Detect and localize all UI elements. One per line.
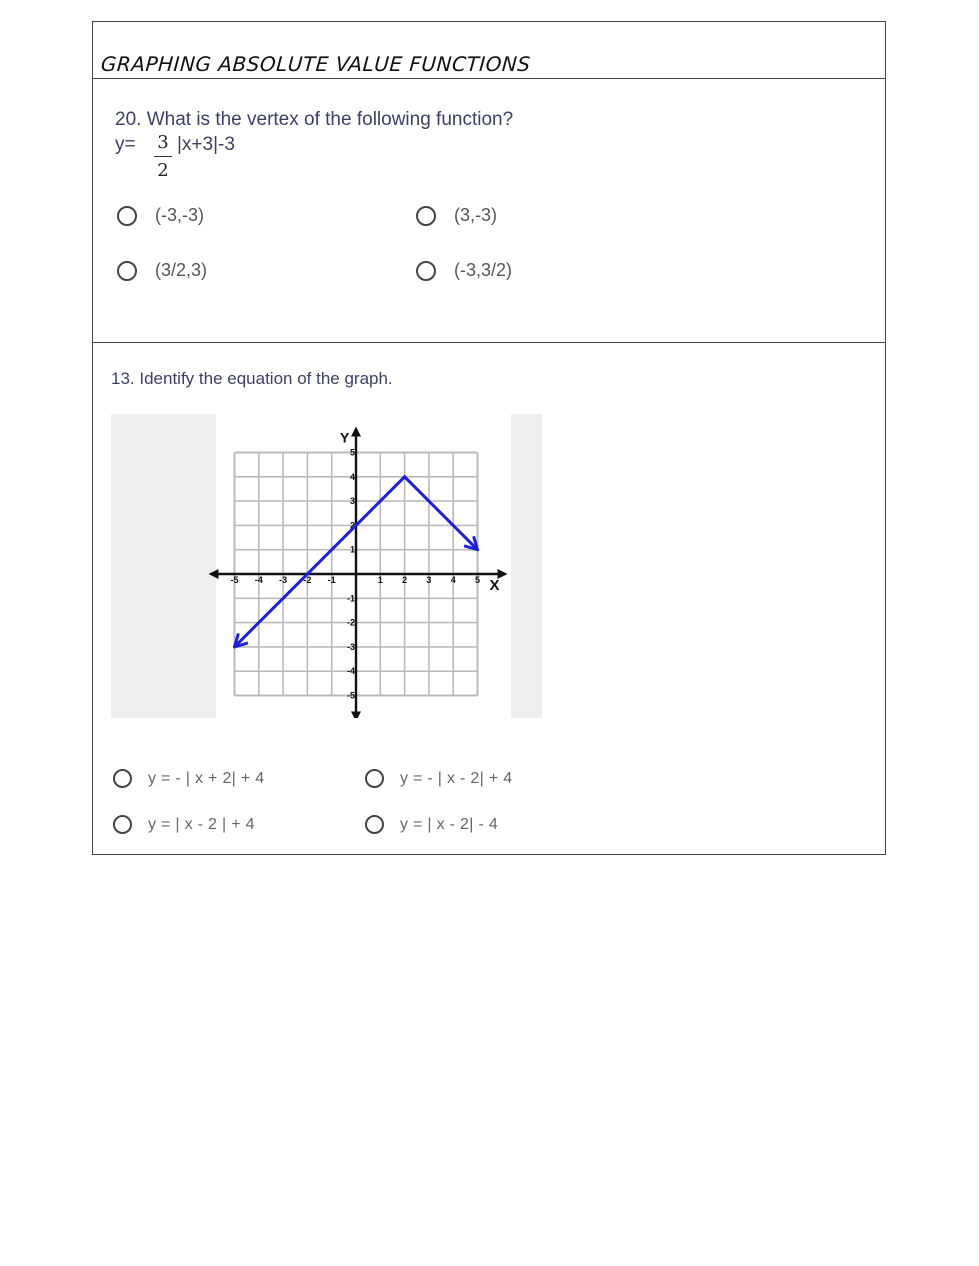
q13-option-d[interactable] [365,815,498,834]
y-tick-label: -1 [346,593,355,604]
radio-button[interactable] [113,769,132,788]
graph-point [476,548,479,551]
q20-option-c[interactable] [117,260,207,281]
option-label: y = - | x + 2| + 4 [148,769,265,787]
option-label: (-3,-3) [155,205,204,225]
radio-button[interactable] [365,769,384,788]
question-20-text: 20. What is the vertex of the following function? [115,109,514,130]
x-axis-label: X [489,577,500,594]
q13-option-a[interactable] [113,769,264,788]
question-13-text: 13. Identify the equation of the graph. [111,369,393,388]
graph-point [233,645,236,648]
q13-option-c[interactable] [113,815,255,834]
option-label: y = | x - 2| - 4 [400,815,499,833]
option-label: (3/2,3) [155,260,208,280]
radio-button[interactable] [117,206,137,226]
x-tick-label: 1 [377,575,383,585]
option-label: y = | x - 2 | + 4 [148,815,255,833]
radio-button[interactable] [113,815,132,834]
y-tick-label: 3 [349,496,355,507]
radio-button[interactable] [117,261,137,281]
graph-point [403,475,406,478]
x-tick-label: -1 [327,575,336,585]
title-row [93,22,885,79]
fraction [153,132,173,181]
x-tick-label: 4 [450,575,456,585]
y-tick-label: 4 [349,471,355,482]
function-expression: |x+3|-3 [177,134,235,155]
option-label: (-3,3/2) [454,260,513,280]
x-tick-label: -5 [230,575,239,585]
fraction-denominator: 2 [157,160,169,181]
q13-option-b[interactable] [365,769,512,788]
y-tick-label: -3 [346,641,355,652]
coordinate-plane [111,414,542,718]
y-tick-label: 2 [349,520,355,531]
y-axis-label: Y [340,429,350,446]
y-tick-label: -2 [346,617,355,628]
fraction-bar [154,156,172,157]
radio-button[interactable] [416,261,436,281]
y-axis-arrow-up [351,427,361,437]
question-13 [93,343,885,854]
y-tick-label: 1 [349,544,355,555]
y-tick-label: 5 [349,447,355,458]
y-axis-arrow-down [351,712,361,719]
y-tick-label: -4 [346,666,355,677]
option-label: (3,-3) [454,205,498,225]
function-prefix: y= [115,134,136,155]
x-axis-arrow-left [209,569,219,579]
x-tick-label: 3 [426,575,432,585]
y-tick-label: -5 [346,690,355,701]
x-tick-label: -2 [303,575,312,585]
x-tick-label: -4 [254,575,263,585]
x-tick-label: 5 [474,575,481,585]
radio-button[interactable] [416,206,436,226]
worksheet [92,21,886,855]
graph-image [111,414,542,718]
q20-option-b[interactable] [416,205,497,226]
worksheet-title: GRAPHING ABSOLUTE VALUE FUNCTIONS [100,52,532,76]
fraction-numerator: 3 [157,132,169,153]
q20-option-a[interactable] [117,205,204,226]
option-label: y = - | x - 2| + 4 [400,769,513,787]
x-tick-label: -3 [279,575,288,585]
q20-option-d[interactable] [416,260,512,281]
x-tick-label: 2 [402,575,408,585]
radio-button[interactable] [365,815,384,834]
question-20 [93,79,885,343]
